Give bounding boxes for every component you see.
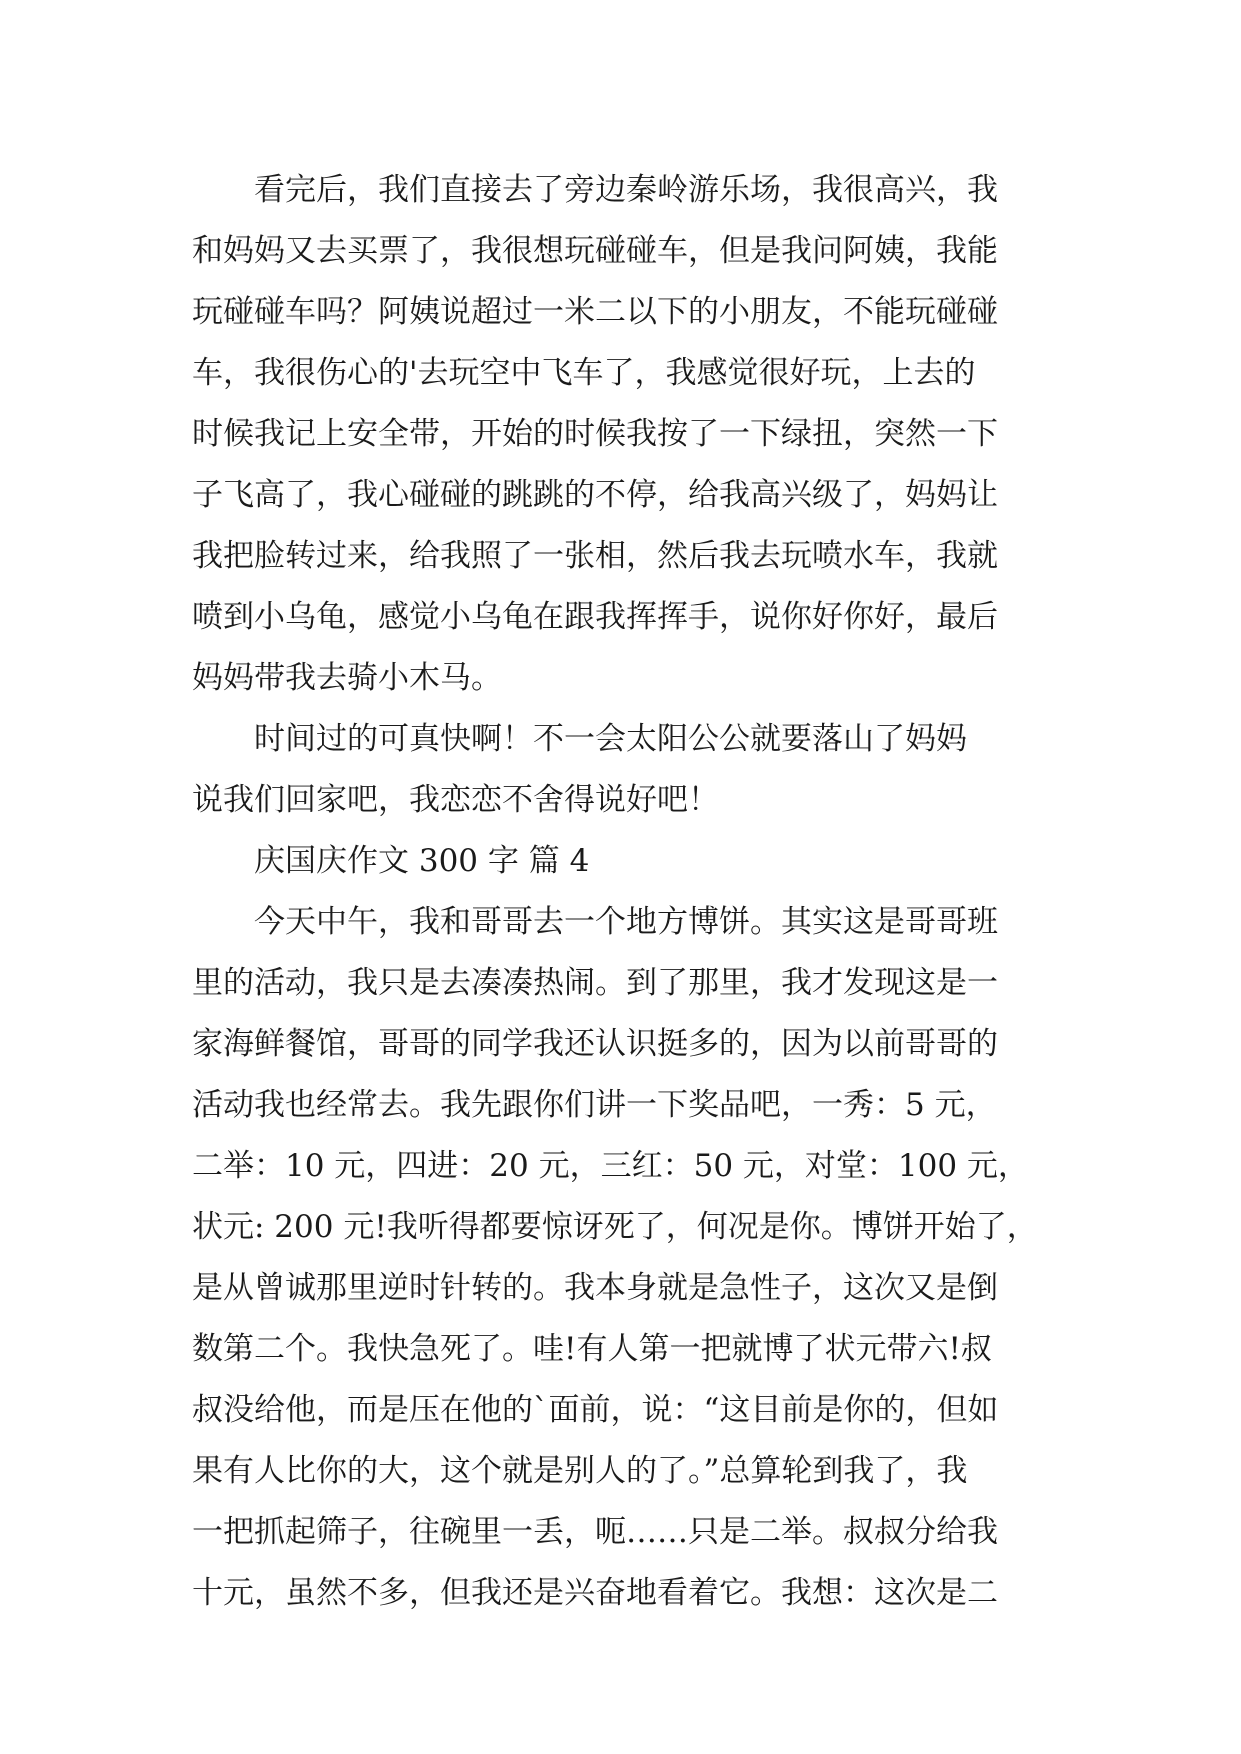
document-body bbox=[192, 160, 1052, 1624]
text-line: 是从曾诚那里逆时针转的。我本身就是急性子，这次又是倒 bbox=[192, 1270, 998, 1306]
text-line: 果有人比你的大，这个就是别人的了。”总算轮到我了，我 bbox=[192, 1453, 968, 1489]
text-line: 我把脸转过来，给我照了一张相，然后我去玩喷水车，我就 bbox=[192, 538, 998, 574]
text-line: 今天中午，我和哥哥去一个地方博饼。其实这是哥哥班 bbox=[192, 904, 998, 940]
text-line: 活动我也经常去。我先跟你们讲一下奖品吧，一秀：5 元， bbox=[192, 1087, 997, 1123]
text-line: 里的活动，我只是去凑凑热闹。到了那里，我才发现这是一 bbox=[192, 965, 998, 1001]
text-line: 和妈妈又去买票了，我很想玩碰碰车，但是我问阿姨，我能 bbox=[192, 233, 998, 269]
text-line: 状元: 200 元!我听得都要惊讶死了，何况是你。博饼开始了， bbox=[192, 1209, 1038, 1245]
text-line: 看完后，我们直接去了旁边秦岭游乐场，我很高兴，我 bbox=[192, 172, 998, 208]
text-line: 数第二个。我快急死了。哇!有人第一把就博了状元带六!叔 bbox=[192, 1331, 992, 1367]
text-line: 一把抓起筛子，往碗里一丢，呃……只是二举。叔叔分给我 bbox=[192, 1514, 998, 1550]
text-line: 妈妈带我去骑小木马。 bbox=[192, 660, 502, 696]
text-line: 时间过的可真快啊！不一会太阳公公就要落山了妈妈 bbox=[192, 721, 967, 757]
text-line: 说我们回家吧，我恋恋不舍得说好吧！ bbox=[192, 782, 719, 818]
text-line: 车，我很伤心的'去玩空中飞车了，我感觉很好玩，上去的 bbox=[192, 355, 976, 391]
text-line: 时候我记上安全带，开始的时候我按了一下绿扭，突然一下 bbox=[192, 416, 998, 452]
text-line: 子飞高了，我心碰碰的跳跳的不停，给我高兴级了，妈妈让 bbox=[192, 477, 998, 513]
text-line: 家海鲜餐馆，哥哥的同学我还认识挺多的，因为以前哥哥的 bbox=[192, 1026, 998, 1062]
text-line: 十元，虽然不多，但我还是兴奋地看着它。我想：这次是二 bbox=[192, 1575, 998, 1611]
section-heading: 庆国庆作文 300 字 篇 4 bbox=[192, 843, 590, 879]
text-line: 玩碰碰车吗？阿姨说超过一米二以下的小朋友，不能玩碰碰 bbox=[192, 294, 998, 330]
text-line: 叔没给他，而是压在他的`面前，说：“这目前是你的，但如 bbox=[192, 1392, 999, 1428]
text-line: 喷到小乌龟，感觉小乌龟在跟我挥挥手，说你好你好，最后 bbox=[192, 599, 998, 635]
text-line: 二举：10 元，四进：20 元，三红：50 元，对堂：100 元， bbox=[192, 1148, 1029, 1184]
